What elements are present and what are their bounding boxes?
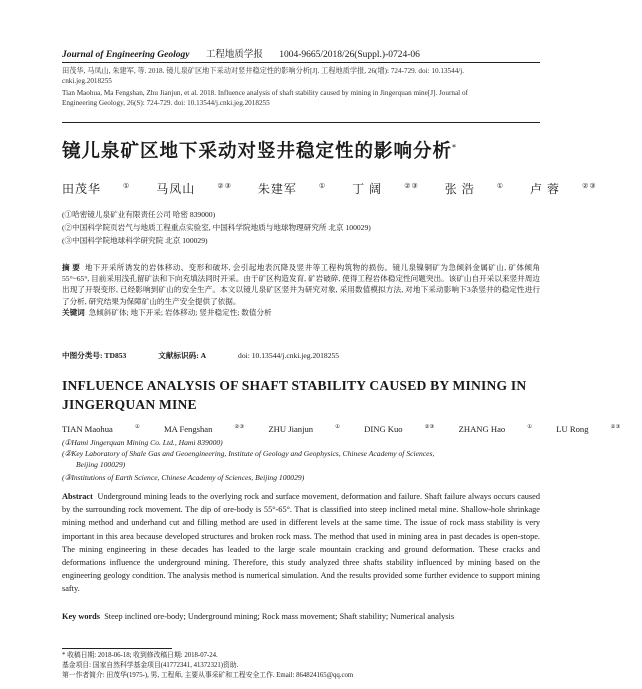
affiliation-cn-1: (①哈密镜儿泉矿业有限责任公司 哈密 839000): [62, 210, 216, 219]
author-en: TIAN Maohua ①: [62, 424, 140, 434]
journal-header: [62, 46, 538, 60]
abstract-cn-label: 摘 要: [62, 263, 81, 272]
abstract-en-text: Underground mining leads to the overlying rock and surface movement, deformation and failure. Shaft failure always occurs caused by the surrounding rock movement. The dip of ore-body is 55°-65°. That is classified into steep inclined metal mine. Shallow-hole shrinkage mining method and underhand cut and filling method are used in different levels at the same time. The issue of rock mass stability is very important in this area because developed structures and broken rock mass. The method that used in mining area in past decades is open-stope. The mining engineering in these decades has leaded to the large scale mountain cracking and ground deformation. These cracks and deformations influence the underground mining. Therefore, this study analyzed three shafts stability influenced by mining based on the engineering geology condition. The analysis method is numerical simulation. And the results provided some further evidence to support mining safty.: [62, 492, 540, 594]
header-rule: [62, 62, 540, 63]
affiliation-en-2: (②Key Laboratory of Shale Gas and Geoengineering, Institute of Geology and Geophysics, Chinese Academy of Sciences,: [62, 449, 435, 458]
affiliation-cn-2: (②中国科学院页岩气与地质工程重点实验室, 中国科学院地质与地球物理研究所 北京 100029): [62, 223, 371, 232]
footnote-funding: 基金项目: 国家自然科学基金项目(41772341, 41372321)资助.: [62, 662, 239, 669]
doi: doi: 10.13544/j.cnki.jeg.2018255: [238, 351, 340, 360]
abstract-en: [62, 490, 540, 596]
journal-name-cn: 工程地质学报: [205, 50, 263, 60]
author-en: MA Fengshan ②③: [163, 424, 245, 434]
author-en: ZHU Jianjun ①: [268, 424, 341, 434]
keywords-en-text: Steep inclined ore-body; Underground mining; Rock mass movement; Shaft stability; Numerical analysis: [104, 612, 455, 621]
footnote-rule: [62, 648, 172, 649]
abstract-cn-text: 地下开采所诱发的岩体移动、变形和破坏, 会引起地表沉降及竖井等工程构筑物的损伤。镜儿泉镍铜矿为急倾斜金属矿山, 矿体倾角55°~65°, 目前采用浅孔留矿法和下向充填法同时开采。由于矿区构造发育, 矿岩破碎, 使得工程岩体稳定性问题突出。该矿山自开采以来竖井周边出现了开裂变形, 已经影响到矿山的安全生产。本文以镜儿泉矿区竖井为研究对象, 采用数值模拟方法, 对地下采动影响下3条竖井的稳定性进行了分析, 研究结果为保障矿山的生产安全提供了依据。: [62, 263, 541, 306]
author-cn: 朱建军 ①: [257, 182, 327, 196]
authors-en: [62, 424, 621, 434]
title-en: INFLUENCE ANALYSIS OF SHAFT STABILITY CAUSED BY MINING IN JINGERQUAN MINE: [62, 378, 527, 412]
clc-number: 中图分类号: TD853: [62, 351, 127, 360]
title-cn: [62, 137, 540, 163]
author-cn: 张 浩 ①: [444, 182, 505, 196]
keywords-cn-label: 关键词: [62, 307, 85, 317]
author-cn: 田茂华 ①: [62, 182, 131, 196]
affiliation-cn-3: (③中国科学院地球科学研究院 北京 100029): [62, 236, 208, 245]
citation-en-line1: Tian Maohua, Ma Fengshan, Zhu Jianjun, et al. 2018. Influence analysis of shaft stability caused by mining in Jingerquan mine[J]. Journal of: [62, 89, 468, 97]
keywords-en-label: Key words: [62, 612, 101, 621]
author-cn: 马凤山 ②③: [156, 182, 232, 196]
citation-en-line2: Engineering Geology, 26(S): 724-729. doi: 10.13544/j.cnki.jeg.2018255: [62, 99, 270, 107]
affiliation-en-3: (③Institutions of Earth Science, Chinese Academy of Sciences, Beijing 100029): [62, 473, 305, 482]
authors-cn: [62, 180, 597, 197]
footnote-received: * 收稿日期: 2018-06-18; 收到修改稿日期: 2018-07-24.: [62, 652, 218, 659]
author-en: DING Kuo ②③: [364, 424, 435, 434]
citation-cn-line1: 田茂华, 马凤山, 朱建军, 等. 2018. 镜儿泉矿区地下采动对竖井稳定性的影响分析[J]. 工程地质学报, 26(增): 724-729. doi: 10.13544/j.: [62, 67, 465, 75]
footnote-first-author: 第一作者简介: 田茂华(1975-), 男, 工程师, 主要从事采矿和工程安全工作. Email: 864824165@qq.com: [62, 672, 354, 679]
author-en: LU Rong ②③: [556, 424, 621, 434]
author-cn: 卢 蓉 ②③: [530, 182, 597, 196]
affiliation-en-1: (①Hami Jingerquan Mining Co. Ltd., Hami 839000): [62, 438, 223, 447]
abstract-en-label: Abstract: [62, 492, 93, 501]
title-cn-text: 镜儿泉矿区地下采动对竖井稳定性的影响分析: [62, 141, 453, 162]
keywords-en: [62, 610, 540, 623]
affiliation-en-2-cont: Beijing 100029): [76, 460, 126, 469]
keywords-cn: 急倾斜矿体; 地下开采; 岩体移动; 竖井稳定性; 数值分析: [88, 307, 272, 317]
title-footnote-mark: *: [452, 142, 458, 152]
author-en: ZHANG Hao ①: [458, 424, 533, 434]
author-cn: 丁 阔 ②③: [352, 182, 419, 196]
journal-name: Journal of Engineering Geology: [62, 50, 190, 60]
journal-issn: 1004-9665/2018/26(Suppl.)-0724-06: [279, 50, 420, 60]
abstract-cn: [62, 262, 540, 318]
citation-cn-line2: cnki.jeg.2018255: [62, 77, 112, 85]
citation-rule: [62, 122, 540, 123]
classification-info: [62, 350, 540, 361]
doc-code: 文献标识码: A: [158, 351, 207, 360]
